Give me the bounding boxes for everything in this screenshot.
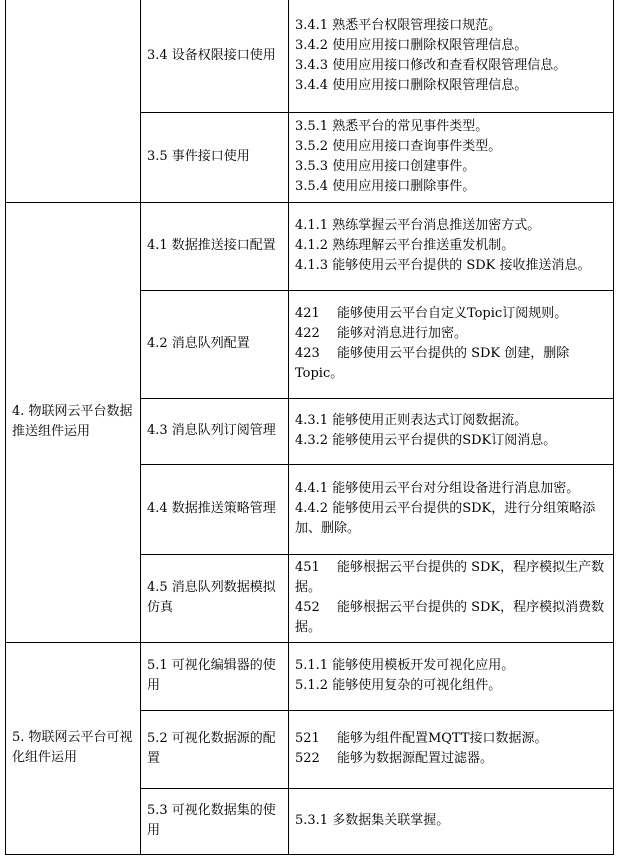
requirements-cell <box>289 398 614 464</box>
requirement-item: 3.5.4 使用应用接口删除事件。 <box>295 179 476 194</box>
module-cell <box>6 0 141 202</box>
table-row <box>6 642 614 710</box>
requirement-item: 423 能够使用云平台提供的 SDK 创建，删除Topic。 <box>295 346 570 381</box>
requirement-item: 4.4.2 能够使用云平台提供的SDK，进行分组策略添加、删除。 <box>295 501 596 536</box>
content-cell: 5.2 可视化数据源的配置 <box>141 710 289 788</box>
requirements-cell <box>289 0 614 112</box>
requirement-item: 4.3.2 能够使用云平台提供的SDK订阅消息。 <box>295 433 557 448</box>
requirement-item: 3.5.1 熟悉平台的常见事件类型。 <box>295 119 489 134</box>
requirement-item: 5.1.1 能够使用模板开发可视化应用。 <box>295 658 515 673</box>
requirement-item: 4.1.2 熟练理解云平台推送重发机制。 <box>295 238 515 253</box>
requirement-item: 3.5.3 使用应用接口创建事件。 <box>295 159 476 174</box>
requirement-item: 4.1.3 能够使用云平台提供的 SDK 接收推送消息。 <box>295 258 591 273</box>
requirement-item: 4.3.1 能够使用正则表达式订阅数据流。 <box>295 413 528 428</box>
content-cell: 4.3 消息队列订阅管理 <box>141 398 289 464</box>
requirement-item: 5.3.1 多数据集关联掌握。 <box>295 813 450 828</box>
content-cell: 3.4 设备权限接口使用 <box>141 0 289 112</box>
content-cell: 5.3 可视化数据集的使用 <box>141 788 289 854</box>
requirement-item: 452 能够根据云平台提供的 SDK，程序模拟消费数据。 <box>295 600 605 635</box>
requirements-cell <box>289 112 614 202</box>
content-cell: 4.5 消息队列数据模拟仿真 <box>141 554 289 642</box>
requirements-cell <box>289 554 614 642</box>
requirement-item: 421 能够使用云平台自定义Topic订阅规则。 <box>295 306 568 321</box>
requirement-item: 3.4.2 使用应用接口删除权限管理信息。 <box>295 37 528 53</box>
requirement-item: 5.1.2 能够使用复杂的可视化组件。 <box>295 678 502 693</box>
curriculum-table <box>5 0 614 855</box>
requirement-item: 3.4.4 使用应用接口删除权限管理信息。 <box>295 77 528 93</box>
requirements-cell <box>289 642 614 710</box>
content-cell: 3.5 事件接口使用 <box>141 112 289 202</box>
module-cell: 4. 物联网云平台数据推送组件运用 <box>6 202 141 642</box>
requirement-item: 3.4.1 熟悉平台权限管理接口规范。 <box>295 17 502 33</box>
content-cell: 4.4 数据推送策略管理 <box>141 464 289 554</box>
requirements-cell <box>289 464 614 554</box>
requirement-item: 3.4.3 使用应用接口修改和查看权限管理信息。 <box>295 57 567 73</box>
requirements-cell <box>289 290 614 398</box>
requirement-item: 521 能够为组件配置MQTT接口数据源。 <box>295 731 548 746</box>
table-row <box>6 202 614 290</box>
content-cell: 4.2 消息队列配置 <box>141 290 289 398</box>
requirements-cell <box>289 202 614 290</box>
module-cell: 5. 物联网云平台可视化组件运用 <box>6 642 141 854</box>
requirement-item: 4.1.1 熟练掌握云平台消息推送加密方式。 <box>295 218 541 233</box>
requirement-item: 4.4.1 能够使用云平台对分组设备进行消息加密。 <box>295 481 580 496</box>
requirement-item: 522 能够为数据源配置过滤器。 <box>295 751 493 766</box>
requirements-cell <box>289 788 614 854</box>
requirements-cell <box>289 710 614 788</box>
requirement-item: 3.5.2 使用应用接口查询事件类型。 <box>295 139 502 154</box>
content-cell: 4.1 数据推送接口配置 <box>141 202 289 290</box>
requirement-item: 422 能够对消息进行加密。 <box>295 326 467 341</box>
table-row <box>6 0 614 112</box>
requirement-item: 451 能够根据云平台提供的 SDK，程序模拟生产数据。 <box>295 560 605 595</box>
content-cell: 5.1 可视化编辑器的使用 <box>141 642 289 710</box>
